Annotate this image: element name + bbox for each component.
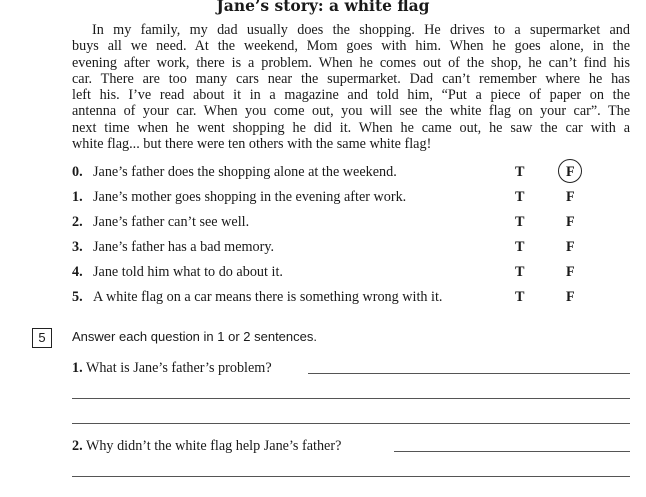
statement-number: 5. [72, 289, 83, 305]
question-text: What is Jane’s father’s problem? [85, 360, 272, 376]
false-option[interactable]: F [566, 214, 575, 230]
false-option[interactable]: F [566, 189, 575, 205]
question-2 [72, 438, 341, 455]
question-number: 1. [72, 360, 83, 376]
answer-line[interactable] [308, 373, 630, 374]
story-line: white flag... but there were ten others with the same white flag! [72, 136, 432, 153]
answer-line[interactable] [72, 476, 630, 477]
true-option[interactable]: T [515, 264, 525, 280]
statement-number: 0. [72, 164, 83, 180]
story-line: left his. I’ve read about it in a magazine and told him, “Put a piece of paper on the [72, 87, 630, 104]
answer-line[interactable] [72, 423, 630, 424]
story-line: buys all we need. At the weekend, Mom goes with him. When he goes alone, in the [72, 38, 630, 55]
story-line: car. There are too many cars near the supermarket. Dad can’t remember where he has [72, 70, 630, 87]
false-option[interactable] [566, 164, 575, 181]
answer-circle [558, 159, 582, 183]
story-line: antenna of your car. When you come out, you will see the white flag on your car”. The [72, 103, 630, 120]
statement-row [72, 189, 632, 209]
statement-text: Jane’s father can’t see well. [93, 214, 250, 230]
statement-row [72, 239, 632, 259]
false-option[interactable]: F [566, 239, 575, 255]
false-option-label: F [566, 164, 575, 180]
statement-number: 1. [72, 189, 83, 205]
statement-number: 4. [72, 264, 83, 280]
question-text: Why didn’t the white flag help Jane’s father? [85, 438, 342, 454]
story-text [72, 22, 630, 152]
false-option[interactable]: F [566, 289, 575, 305]
story-line: next time when he went shopping he did it. When he came out, he saw the car with a [72, 119, 630, 136]
task-number-box: 5 [32, 328, 52, 348]
statement-row [72, 164, 632, 184]
story-line: In my family, my dad usually does the shopping. He drives to a supermarket and [92, 22, 630, 38]
story-title: Jane’s story: a white flag [216, 0, 430, 15]
question-number: 2. [72, 438, 83, 454]
statement-row [72, 214, 632, 234]
statement-number: 3. [72, 239, 83, 255]
true-option[interactable]: T [515, 214, 525, 230]
statement-text: Jane’s mother goes shopping in the evening after work. [93, 189, 407, 205]
statement-text: Jane’s father does the shopping alone at the weekend. [93, 164, 397, 180]
statement-text: A white flag on a car means there is something wrong with it. [93, 289, 443, 305]
statement-text: Jane told him what to do about it. [93, 264, 283, 280]
story-line: evening after work, there is a problem. When he comes out of the shop, he can’t find his [72, 54, 630, 71]
answer-line[interactable] [394, 451, 630, 452]
question-1 [72, 360, 272, 377]
true-option[interactable]: T [515, 239, 525, 255]
true-option[interactable]: T [515, 189, 525, 205]
statement-row [72, 264, 632, 284]
answer-line[interactable] [72, 398, 630, 399]
statement-number: 2. [72, 214, 83, 230]
true-option[interactable]: T [515, 289, 525, 305]
true-option[interactable]: T [515, 164, 525, 180]
statement-row [72, 289, 632, 309]
statement-text: Jane’s father has a bad memory. [93, 239, 275, 255]
task-instruction: Answer each question in 1 or 2 sentences. [72, 329, 317, 344]
false-option[interactable]: F [566, 264, 575, 280]
